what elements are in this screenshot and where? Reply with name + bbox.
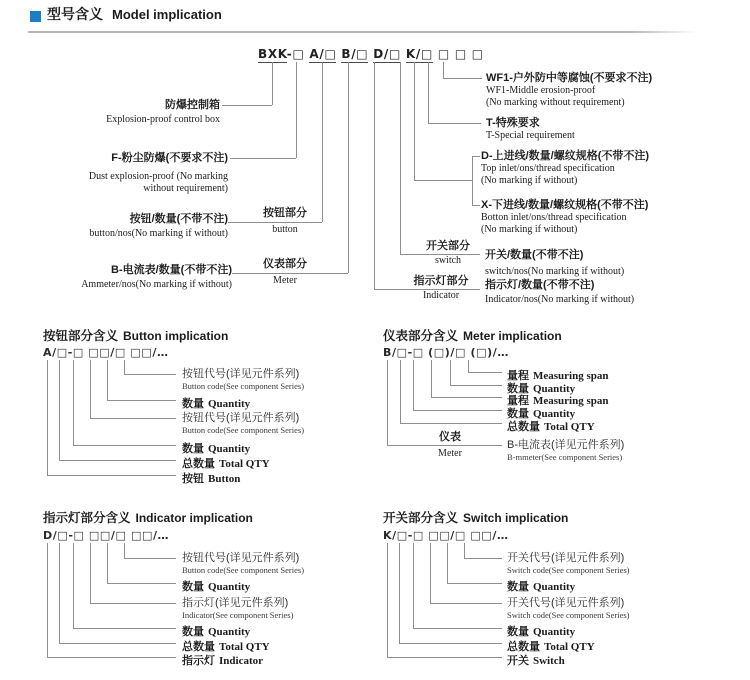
label-en: Quantity	[533, 581, 576, 593]
part-en: Meter	[438, 448, 462, 459]
connector-line	[107, 583, 176, 584]
switch-label-3	[507, 597, 630, 620]
connector-line	[73, 543, 74, 628]
callout-dust-explosion-proof	[89, 152, 228, 195]
switch-section-title	[383, 509, 568, 527]
part-label-switch	[422, 240, 474, 267]
label-zh: 按钮	[182, 473, 204, 485]
callout-zh: B-电流表/数量(不带不注)	[111, 264, 232, 276]
connector-line	[59, 360, 60, 460]
section-title-en: Button implication	[123, 329, 229, 343]
part-label-button	[259, 207, 311, 236]
code-seg-d: D/□	[373, 47, 402, 61]
label-en: Quantity	[533, 383, 576, 395]
label-zh: 总数量	[182, 458, 215, 470]
label-zh: 量程	[507, 395, 529, 407]
callout-en: switch/nos(No marking if without)	[485, 266, 625, 277]
label-en: Button code(See component Series)	[182, 381, 305, 391]
meter-label-5	[507, 417, 595, 435]
code-prefix: BXK	[258, 47, 287, 61]
connector-line	[47, 360, 48, 475]
connector-line	[47, 657, 176, 658]
connector-line	[47, 543, 48, 657]
part-label-indicator	[410, 275, 472, 302]
connector-line	[222, 105, 272, 106]
connector-line	[468, 372, 502, 373]
switch-label-1	[507, 552, 630, 575]
code-box1: -□	[286, 47, 310, 61]
label-en: Total QTY	[544, 421, 595, 433]
label-en: Indicator	[219, 655, 263, 667]
part-label-meter-small	[424, 431, 476, 460]
callout-en: Dust explosion-proof (No marking	[88, 171, 228, 182]
callout-bottom-inlet	[481, 199, 648, 236]
callout-en: T-Special requirement	[486, 130, 575, 141]
part-zh: 指示灯部分	[413, 275, 469, 287]
meter-section-title	[383, 327, 562, 345]
label-en: Total QTY	[544, 641, 595, 653]
connector-line	[472, 205, 480, 206]
connector-line	[399, 643, 502, 644]
connector-line	[348, 62, 349, 273]
label-en: Indicator(See component Series)	[182, 610, 294, 620]
callout-zh: 指示灯/数量(不带不注)	[485, 279, 595, 291]
label-zh: 数量	[507, 383, 529, 395]
callout-switch-qty	[485, 249, 624, 278]
connector-line	[431, 397, 502, 398]
label-en: Button code(See component Series)	[182, 425, 305, 435]
connector-line	[59, 543, 60, 643]
section-title-zh: 指示灯部分含义	[43, 511, 131, 525]
connector-line	[447, 543, 448, 583]
connector-line	[464, 558, 502, 559]
label-zh: 指示灯(详见元件系列)	[182, 597, 289, 609]
button-code: A/□-□ □□/□ □□/…	[43, 346, 169, 359]
callout-explosion-proof-box	[106, 99, 220, 126]
connector-line	[413, 628, 502, 629]
label-zh: 数量	[182, 443, 204, 455]
callout-en: (No marking if without)	[481, 224, 578, 235]
connector-line	[73, 628, 176, 629]
connector-line	[387, 360, 388, 445]
label-en: Measuring span	[533, 395, 609, 407]
label-en: Quantity	[208, 581, 251, 593]
callout-zh: 防爆控制箱	[165, 99, 220, 111]
part-label-meter	[259, 258, 311, 287]
callout-en: button/nos(No marking if without)	[89, 228, 228, 239]
label-en: Quantity	[533, 626, 576, 638]
connector-line	[430, 603, 502, 604]
label-zh: 开关	[507, 655, 529, 667]
part-en: switch	[434, 255, 462, 266]
header-divider	[28, 31, 696, 33]
label-zh: 指示灯	[182, 655, 215, 667]
section-title-zh: 按钮部分含义	[43, 329, 119, 343]
connector-line	[73, 360, 74, 445]
callout-zh: X-下进线/数量/螺纹规格(不带不注)	[481, 199, 649, 211]
callout-indicator-qty	[485, 279, 634, 306]
label-zh: 量程	[507, 370, 529, 382]
part-zh: 按钮部分	[263, 207, 307, 219]
label-en: Quantity	[208, 626, 251, 638]
code-seg-b: B/□	[341, 47, 369, 61]
label-zh: 数量	[507, 581, 529, 593]
label-zh: 数量	[182, 626, 204, 638]
connector-line	[428, 123, 481, 124]
connector-line	[428, 62, 429, 123]
label-zh: 按钮代号(详见元件系列)	[182, 552, 300, 564]
indicator-label-6	[182, 651, 263, 669]
label-zh: 开关代号(详见元件系列)	[507, 597, 625, 609]
label-zh: 数量	[182, 581, 204, 593]
switch-label-6	[507, 651, 565, 669]
connector-line	[272, 62, 273, 105]
button-label-2	[182, 394, 250, 412]
callout-zh: WF1-户外防中等腐蚀(不要求不注)	[486, 72, 653, 84]
section-title-zh: 开关部分含义	[383, 511, 459, 525]
callout-en: Botton inlet/ons/thread specification	[481, 212, 627, 223]
connector-line	[431, 360, 432, 397]
connector-line	[374, 62, 375, 289]
code-tail-boxes: □ □ □	[433, 47, 484, 61]
page-title-zh: 型号含义	[47, 6, 103, 22]
part-zh: 开关部分	[426, 240, 470, 252]
page-title-en: Model implication	[112, 7, 222, 22]
connector-line	[124, 360, 125, 374]
connector-line	[107, 543, 108, 583]
callout-special-requirement	[486, 117, 575, 142]
label-en: Quantity	[208, 398, 251, 410]
connector-line	[447, 583, 502, 584]
connector-line	[413, 360, 414, 410]
section-title-zh: 仪表部分含义	[383, 329, 459, 343]
connector-line	[59, 460, 176, 461]
connector-line	[443, 78, 482, 79]
label-zh: 数量	[182, 398, 204, 410]
callout-en: (No marking without requirement)	[486, 97, 625, 108]
switch-code: K/□-□ □□/□ □□/…	[383, 529, 509, 542]
label-zh: 数量	[507, 626, 529, 638]
code-seg-k: K/□	[405, 47, 434, 61]
callout-zh: D-上进线/数量/螺纹规格(不带不注)	[481, 150, 650, 162]
connector-line	[90, 360, 91, 418]
connector-line	[124, 558, 176, 559]
section-title-en: Indicator implication	[135, 511, 253, 525]
connector-line	[413, 543, 414, 628]
connector-line	[90, 543, 91, 603]
label-en: Total QTY	[219, 458, 270, 470]
callout-en: Ammeter/nos(No marking if without)	[81, 279, 232, 290]
part-zh: 仪表	[439, 431, 461, 443]
callout-en: Explosion-proof control box	[106, 114, 220, 125]
label-zh: 总数量	[182, 641, 215, 653]
label-en: Switch	[533, 655, 565, 667]
part-zh: 仪表部分	[263, 258, 307, 270]
connector-line	[400, 360, 401, 423]
label-en: Quantity	[208, 443, 251, 455]
connector-line	[47, 475, 176, 476]
label-zh: 总数量	[507, 641, 540, 653]
label-en: Measuring span	[533, 370, 609, 382]
button-label-6	[182, 469, 240, 487]
callout-en: Top inlet/ons/thread specification	[481, 163, 615, 174]
label-en: B-mmeter(See component Series)	[507, 452, 623, 462]
callout-en: (No marking if without)	[481, 175, 578, 186]
connector-line	[450, 360, 451, 385]
indicator-code: D/□-□ □□/□ □□/…	[43, 529, 170, 542]
indicator-section-title	[43, 509, 253, 527]
callout-en: WF1-Middle erosion-proof	[486, 85, 596, 96]
section-title-en: Meter implication	[463, 329, 562, 343]
label-en: Total QTY	[219, 641, 270, 653]
indicator-label-2	[182, 577, 250, 595]
section-title-en: Switch implication	[463, 511, 569, 525]
connector-line	[322, 62, 323, 222]
connector-line	[400, 423, 502, 424]
label-zh: 按钮代号(详见元件系列)	[182, 412, 300, 424]
meter-code: B/□-□ (□)/□ (□)/…	[383, 346, 509, 359]
connector-line	[430, 543, 431, 603]
callout-wf1	[486, 72, 652, 109]
callout-button-qty	[89, 213, 228, 240]
blue-square-icon	[30, 11, 41, 22]
connector-line	[443, 62, 444, 78]
connector-line	[387, 543, 388, 657]
connector-line	[450, 385, 502, 386]
callout-en: Indicator/nos(No marking if without)	[485, 294, 635, 305]
connector-line	[400, 62, 401, 254]
connector-line	[90, 418, 176, 419]
label-en: Switch code(See component Series)	[507, 565, 630, 575]
label-en: Switch code(See component Series)	[507, 610, 630, 620]
connector-line	[107, 360, 108, 400]
connector-line	[414, 180, 472, 181]
callout-zh: 开关/数量(不带不注)	[485, 249, 584, 261]
label-zh: 按钮代号(详见元件系列)	[182, 368, 300, 380]
connector-line	[90, 603, 176, 604]
connector-line	[59, 643, 176, 644]
connector-line	[472, 156, 473, 205]
connector-line	[124, 543, 125, 558]
code-seg-a: A/□	[309, 47, 337, 61]
meter-label-6	[507, 439, 624, 462]
callout-zh: T-特殊要求	[486, 117, 540, 129]
button-section-title	[43, 327, 228, 345]
callout-top-inlet	[481, 150, 649, 187]
indicator-label-1	[182, 552, 304, 575]
connector-line	[472, 156, 480, 157]
connector-line	[230, 158, 296, 159]
label-en: Quantity	[533, 408, 576, 420]
label-zh: 总数量	[507, 421, 540, 433]
connector-line	[124, 374, 176, 375]
connector-line	[399, 543, 400, 643]
button-label-3	[182, 412, 304, 435]
label-en: Button	[208, 473, 241, 485]
connector-line	[296, 62, 297, 158]
model-code	[258, 47, 484, 61]
label-en: Button code(See component Series)	[182, 565, 305, 575]
callout-en: without requirement)	[143, 183, 228, 194]
connector-line	[107, 400, 176, 401]
connector-line	[468, 360, 469, 372]
connector-line	[464, 543, 465, 558]
part-en: Meter	[273, 275, 297, 286]
callout-zh: F-粉尘防爆(不要求不注)	[111, 152, 228, 164]
connector-line	[73, 445, 176, 446]
label-zh: 开关代号(详见元件系列)	[507, 552, 625, 564]
connector-line	[413, 410, 502, 411]
switch-label-2	[507, 577, 575, 595]
callout-zh: 按钮/数量(不带不注)	[129, 213, 228, 225]
callout-ammeter-qty	[81, 264, 232, 291]
label-zh: 数量	[507, 408, 529, 420]
part-en: button	[272, 224, 298, 235]
connector-line	[414, 62, 415, 180]
indicator-label-3	[182, 597, 293, 620]
button-label-1	[182, 368, 304, 391]
label-zh: B-电流表(详见元件系列)	[507, 439, 625, 451]
part-en: Indicator	[422, 290, 460, 301]
connector-line	[387, 657, 502, 658]
